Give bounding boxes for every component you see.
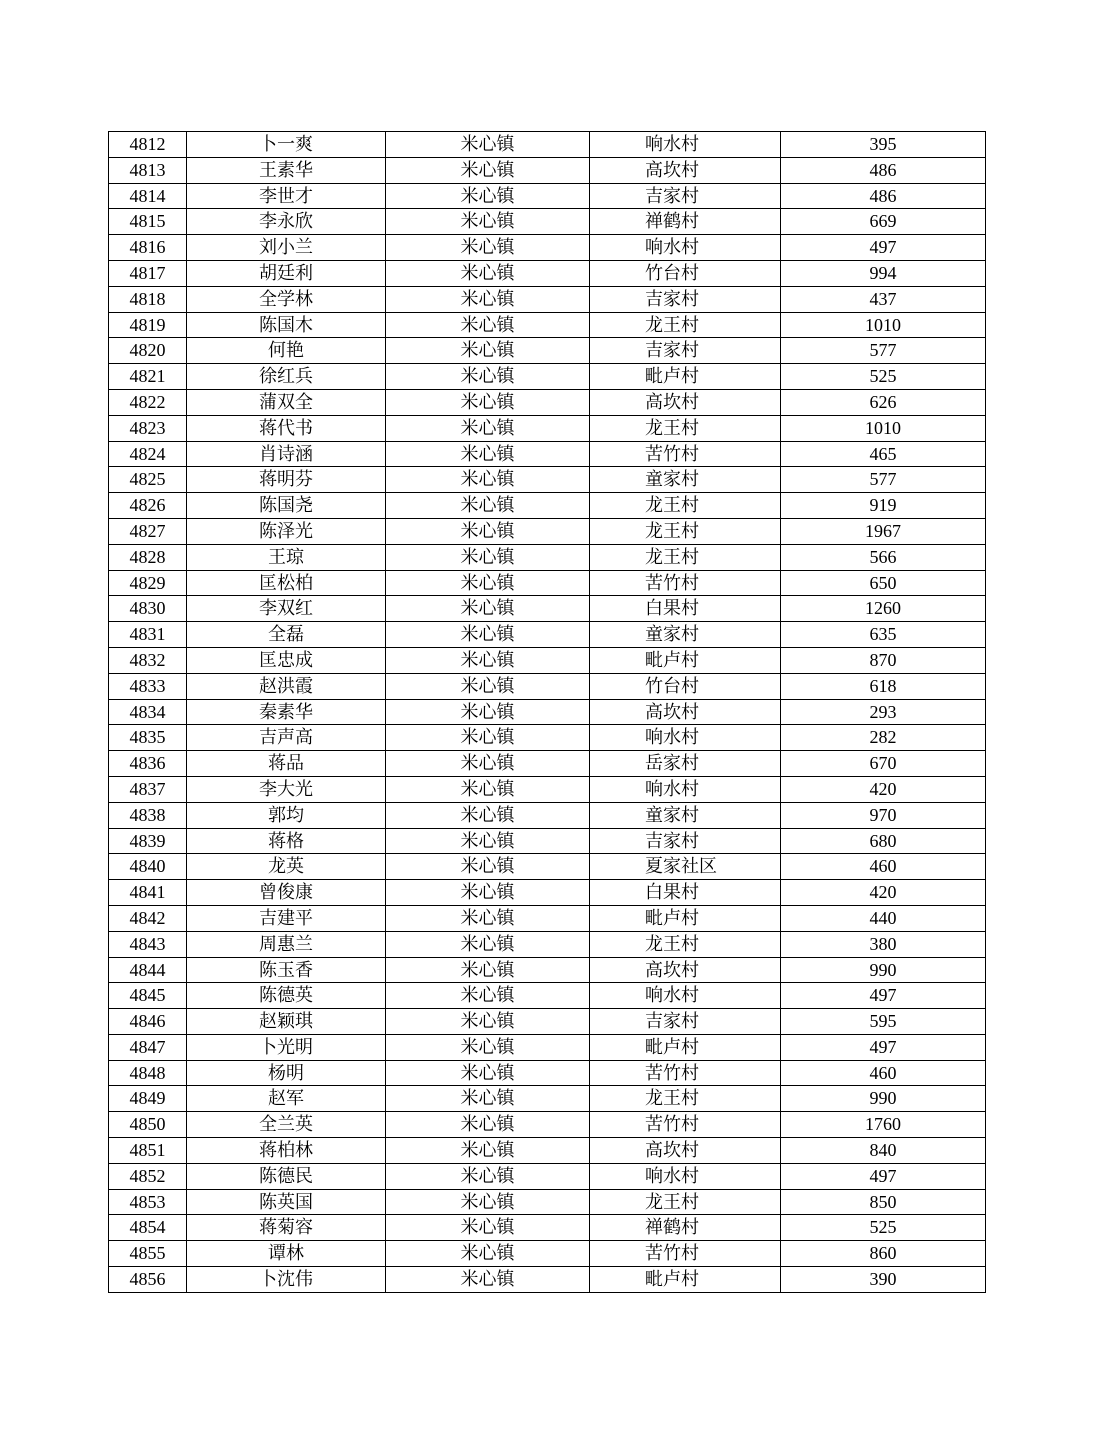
table-row (109, 1163, 986, 1189)
amount-cell: 566 (781, 544, 986, 570)
name-cell: 陈德英 (187, 983, 386, 1009)
id-cell: 4842 (109, 905, 187, 931)
town-cell: 米心镇 (386, 364, 590, 390)
table-row (109, 802, 986, 828)
name-cell: 李大光 (187, 776, 386, 802)
village-cell: 童家村 (590, 467, 781, 493)
amount-cell: 1967 (781, 518, 986, 544)
town-cell: 米心镇 (386, 286, 590, 312)
name-cell: 刘小兰 (187, 235, 386, 261)
name-cell: 蒋品 (187, 751, 386, 777)
name-cell: 赵洪霞 (187, 673, 386, 699)
name-cell: 郭均 (187, 802, 386, 828)
name-cell: 王琼 (187, 544, 386, 570)
village-cell: 龙王村 (590, 493, 781, 519)
town-cell: 米心镇 (386, 1267, 590, 1293)
table-row (109, 828, 986, 854)
table-row (109, 957, 986, 983)
village-cell: 毗卢村 (590, 647, 781, 673)
table-row (109, 286, 986, 312)
id-cell: 4828 (109, 544, 187, 570)
table-row (109, 415, 986, 441)
table-row (109, 854, 986, 880)
name-cell: 陈国尧 (187, 493, 386, 519)
amount-cell: 618 (781, 673, 986, 699)
town-cell: 米心镇 (386, 467, 590, 493)
amount-cell: 1010 (781, 415, 986, 441)
table-row (109, 132, 986, 158)
table-row (109, 647, 986, 673)
id-cell: 4853 (109, 1189, 187, 1215)
town-cell: 米心镇 (386, 957, 590, 983)
village-cell: 高坎村 (590, 1138, 781, 1164)
name-cell: 蒋格 (187, 828, 386, 854)
town-cell: 米心镇 (386, 1138, 590, 1164)
table-row (109, 1034, 986, 1060)
id-cell: 4844 (109, 957, 187, 983)
id-cell: 4827 (109, 518, 187, 544)
table-row (109, 725, 986, 751)
village-cell: 苦竹村 (590, 1241, 781, 1267)
village-cell: 苦竹村 (590, 1060, 781, 1086)
village-cell: 苦竹村 (590, 570, 781, 596)
amount-cell: 670 (781, 751, 986, 777)
village-cell: 吉家村 (590, 338, 781, 364)
id-cell: 4830 (109, 596, 187, 622)
amount-cell: 850 (781, 1189, 986, 1215)
town-cell: 米心镇 (386, 880, 590, 906)
town-cell: 米心镇 (386, 312, 590, 338)
name-cell: 肖诗涵 (187, 441, 386, 467)
village-cell: 毗卢村 (590, 1267, 781, 1293)
amount-cell: 669 (781, 209, 986, 235)
amount-cell: 577 (781, 338, 986, 364)
town-cell: 米心镇 (386, 1009, 590, 1035)
table-row (109, 312, 986, 338)
id-cell: 4822 (109, 389, 187, 415)
id-cell: 4855 (109, 1241, 187, 1267)
id-cell: 4836 (109, 751, 187, 777)
amount-cell: 1260 (781, 596, 986, 622)
amount-cell: 390 (781, 1267, 986, 1293)
name-cell: 吉声高 (187, 725, 386, 751)
town-cell: 米心镇 (386, 209, 590, 235)
id-cell: 4849 (109, 1086, 187, 1112)
amount-cell: 420 (781, 880, 986, 906)
town-cell: 米心镇 (386, 905, 590, 931)
town-cell: 米心镇 (386, 647, 590, 673)
village-cell: 竹台村 (590, 673, 781, 699)
name-cell: 全磊 (187, 622, 386, 648)
town-cell: 米心镇 (386, 570, 590, 596)
town-cell: 米心镇 (386, 441, 590, 467)
town-cell: 米心镇 (386, 1034, 590, 1060)
amount-cell: 525 (781, 1215, 986, 1241)
village-cell: 响水村 (590, 725, 781, 751)
town-cell: 米心镇 (386, 596, 590, 622)
amount-cell: 486 (781, 183, 986, 209)
amount-cell: 970 (781, 802, 986, 828)
table-row (109, 235, 986, 261)
village-cell: 响水村 (590, 983, 781, 1009)
id-cell: 4841 (109, 880, 187, 906)
id-cell: 4856 (109, 1267, 187, 1293)
id-cell: 4812 (109, 132, 187, 158)
town-cell: 米心镇 (386, 751, 590, 777)
id-cell: 4846 (109, 1009, 187, 1035)
table-row (109, 596, 986, 622)
id-cell: 4824 (109, 441, 187, 467)
town-cell: 米心镇 (386, 828, 590, 854)
village-cell: 苦竹村 (590, 1112, 781, 1138)
name-cell: 谭林 (187, 1241, 386, 1267)
amount-cell: 840 (781, 1138, 986, 1164)
village-cell: 龙王村 (590, 1086, 781, 1112)
amount-cell: 680 (781, 828, 986, 854)
amount-cell: 293 (781, 699, 986, 725)
town-cell: 米心镇 (386, 1086, 590, 1112)
amount-cell: 497 (781, 1163, 986, 1189)
name-cell: 蒋柏林 (187, 1138, 386, 1164)
roster-table (108, 131, 986, 1293)
id-cell: 4817 (109, 260, 187, 286)
name-cell: 匡忠成 (187, 647, 386, 673)
name-cell: 蒋代书 (187, 415, 386, 441)
table-row (109, 493, 986, 519)
name-cell: 蒋菊容 (187, 1215, 386, 1241)
town-cell: 米心镇 (386, 518, 590, 544)
village-cell: 高坎村 (590, 389, 781, 415)
town-cell: 米心镇 (386, 1163, 590, 1189)
id-cell: 4813 (109, 157, 187, 183)
table-row (109, 1086, 986, 1112)
id-cell: 4840 (109, 854, 187, 880)
id-cell: 4845 (109, 983, 187, 1009)
table-row (109, 544, 986, 570)
village-cell: 响水村 (590, 776, 781, 802)
id-cell: 4850 (109, 1112, 187, 1138)
amount-cell: 990 (781, 957, 986, 983)
id-cell: 4820 (109, 338, 187, 364)
amount-cell: 1760 (781, 1112, 986, 1138)
name-cell: 全学林 (187, 286, 386, 312)
town-cell: 米心镇 (386, 931, 590, 957)
id-cell: 4815 (109, 209, 187, 235)
id-cell: 4825 (109, 467, 187, 493)
name-cell: 陈国木 (187, 312, 386, 338)
table-body (109, 132, 986, 1293)
table-row (109, 1112, 986, 1138)
town-cell: 米心镇 (386, 415, 590, 441)
name-cell: 李双红 (187, 596, 386, 622)
village-cell: 龙王村 (590, 415, 781, 441)
village-cell: 龙王村 (590, 312, 781, 338)
name-cell: 全兰英 (187, 1112, 386, 1138)
table-row (109, 1009, 986, 1035)
village-cell: 响水村 (590, 1163, 781, 1189)
name-cell: 陈德民 (187, 1163, 386, 1189)
amount-cell: 994 (781, 260, 986, 286)
village-cell: 龙王村 (590, 1189, 781, 1215)
name-cell: 赵军 (187, 1086, 386, 1112)
id-cell: 4821 (109, 364, 187, 390)
village-cell: 毗卢村 (590, 1034, 781, 1060)
table-row (109, 751, 986, 777)
amount-cell: 460 (781, 854, 986, 880)
amount-cell: 919 (781, 493, 986, 519)
town-cell: 米心镇 (386, 776, 590, 802)
table-row (109, 338, 986, 364)
town-cell: 米心镇 (386, 260, 590, 286)
town-cell: 米心镇 (386, 544, 590, 570)
village-cell: 响水村 (590, 235, 781, 261)
name-cell: 周惠兰 (187, 931, 386, 957)
name-cell: 杨明 (187, 1060, 386, 1086)
village-cell: 龙王村 (590, 931, 781, 957)
name-cell: 陈英国 (187, 1189, 386, 1215)
amount-cell: 497 (781, 1034, 986, 1060)
amount-cell: 870 (781, 647, 986, 673)
name-cell: 李世才 (187, 183, 386, 209)
id-cell: 4823 (109, 415, 187, 441)
name-cell: 蒲双全 (187, 389, 386, 415)
amount-cell: 486 (781, 157, 986, 183)
table-row (109, 776, 986, 802)
village-cell: 苦竹村 (590, 441, 781, 467)
amount-cell: 595 (781, 1009, 986, 1035)
id-cell: 4852 (109, 1163, 187, 1189)
name-cell: 曾俊康 (187, 880, 386, 906)
table-row (109, 441, 986, 467)
id-cell: 4854 (109, 1215, 187, 1241)
table-row (109, 1189, 986, 1215)
table-row (109, 260, 986, 286)
table-row (109, 389, 986, 415)
id-cell: 4838 (109, 802, 187, 828)
table-row (109, 157, 986, 183)
village-cell: 竹台村 (590, 260, 781, 286)
name-cell: 李永欣 (187, 209, 386, 235)
town-cell: 米心镇 (386, 493, 590, 519)
id-cell: 4848 (109, 1060, 187, 1086)
id-cell: 4833 (109, 673, 187, 699)
name-cell: 蒋明芬 (187, 467, 386, 493)
town-cell: 米心镇 (386, 802, 590, 828)
name-cell: 卜光明 (187, 1034, 386, 1060)
amount-cell: 635 (781, 622, 986, 648)
village-cell: 岳家村 (590, 751, 781, 777)
name-cell: 赵颖琪 (187, 1009, 386, 1035)
name-cell: 陈玉香 (187, 957, 386, 983)
amount-cell: 497 (781, 983, 986, 1009)
id-cell: 4832 (109, 647, 187, 673)
id-cell: 4829 (109, 570, 187, 596)
amount-cell: 420 (781, 776, 986, 802)
name-cell: 胡廷利 (187, 260, 386, 286)
town-cell: 米心镇 (386, 1060, 590, 1086)
amount-cell: 395 (781, 132, 986, 158)
village-cell: 毗卢村 (590, 364, 781, 390)
town-cell: 米心镇 (386, 338, 590, 364)
town-cell: 米心镇 (386, 622, 590, 648)
amount-cell: 465 (781, 441, 986, 467)
table-row (109, 1060, 986, 1086)
town-cell: 米心镇 (386, 157, 590, 183)
village-cell: 禅鹤村 (590, 1215, 781, 1241)
id-cell: 4814 (109, 183, 187, 209)
name-cell: 徐红兵 (187, 364, 386, 390)
name-cell: 吉建平 (187, 905, 386, 931)
id-cell: 4847 (109, 1034, 187, 1060)
table-row (109, 209, 986, 235)
town-cell: 米心镇 (386, 183, 590, 209)
table-row (109, 905, 986, 931)
id-cell: 4816 (109, 235, 187, 261)
id-cell: 4839 (109, 828, 187, 854)
name-cell: 秦素华 (187, 699, 386, 725)
amount-cell: 437 (781, 286, 986, 312)
table-row (109, 983, 986, 1009)
town-cell: 米心镇 (386, 1189, 590, 1215)
town-cell: 米心镇 (386, 1112, 590, 1138)
id-cell: 4826 (109, 493, 187, 519)
amount-cell: 440 (781, 905, 986, 931)
town-cell: 米心镇 (386, 132, 590, 158)
amount-cell: 497 (781, 235, 986, 261)
village-cell: 吉家村 (590, 828, 781, 854)
town-cell: 米心镇 (386, 235, 590, 261)
village-cell: 童家村 (590, 802, 781, 828)
amount-cell: 282 (781, 725, 986, 751)
table-row (109, 518, 986, 544)
village-cell: 吉家村 (590, 183, 781, 209)
id-cell: 4819 (109, 312, 187, 338)
table-row (109, 364, 986, 390)
amount-cell: 650 (781, 570, 986, 596)
village-cell: 禅鹤村 (590, 209, 781, 235)
table-row (109, 880, 986, 906)
name-cell: 何艳 (187, 338, 386, 364)
table-row (109, 699, 986, 725)
table-row (109, 622, 986, 648)
id-cell: 4843 (109, 931, 187, 957)
village-cell: 高坎村 (590, 699, 781, 725)
id-cell: 4837 (109, 776, 187, 802)
amount-cell: 577 (781, 467, 986, 493)
town-cell: 米心镇 (386, 699, 590, 725)
name-cell: 卜一爽 (187, 132, 386, 158)
village-cell: 吉家村 (590, 1009, 781, 1035)
amount-cell: 990 (781, 1086, 986, 1112)
town-cell: 米心镇 (386, 389, 590, 415)
village-cell: 龙王村 (590, 544, 781, 570)
table-row (109, 467, 986, 493)
id-cell: 4834 (109, 699, 187, 725)
table-row (109, 183, 986, 209)
table-row (109, 1138, 986, 1164)
village-cell: 响水村 (590, 132, 781, 158)
town-cell: 米心镇 (386, 854, 590, 880)
id-cell: 4835 (109, 725, 187, 751)
amount-cell: 860 (781, 1241, 986, 1267)
table-row (109, 931, 986, 957)
name-cell: 王素华 (187, 157, 386, 183)
amount-cell: 626 (781, 389, 986, 415)
village-cell: 吉家村 (590, 286, 781, 312)
town-cell: 米心镇 (386, 983, 590, 1009)
amount-cell: 525 (781, 364, 986, 390)
id-cell: 4851 (109, 1138, 187, 1164)
village-cell: 毗卢村 (590, 905, 781, 931)
table-row (109, 1267, 986, 1293)
id-cell: 4818 (109, 286, 187, 312)
amount-cell: 1010 (781, 312, 986, 338)
name-cell: 龙英 (187, 854, 386, 880)
village-cell: 夏家社区 (590, 854, 781, 880)
village-cell: 白果村 (590, 880, 781, 906)
id-cell: 4831 (109, 622, 187, 648)
amount-cell: 380 (781, 931, 986, 957)
village-cell: 高坎村 (590, 957, 781, 983)
table-row (109, 1215, 986, 1241)
table-row (109, 1241, 986, 1267)
name-cell: 卜沈伟 (187, 1267, 386, 1293)
village-cell: 高坎村 (590, 157, 781, 183)
village-cell: 龙王村 (590, 518, 781, 544)
town-cell: 米心镇 (386, 1215, 590, 1241)
village-cell: 童家村 (590, 622, 781, 648)
table-row (109, 570, 986, 596)
town-cell: 米心镇 (386, 725, 590, 751)
village-cell: 白果村 (590, 596, 781, 622)
town-cell: 米心镇 (386, 673, 590, 699)
name-cell: 匡松柏 (187, 570, 386, 596)
table-row (109, 673, 986, 699)
town-cell: 米心镇 (386, 1241, 590, 1267)
name-cell: 陈泽光 (187, 518, 386, 544)
amount-cell: 460 (781, 1060, 986, 1086)
